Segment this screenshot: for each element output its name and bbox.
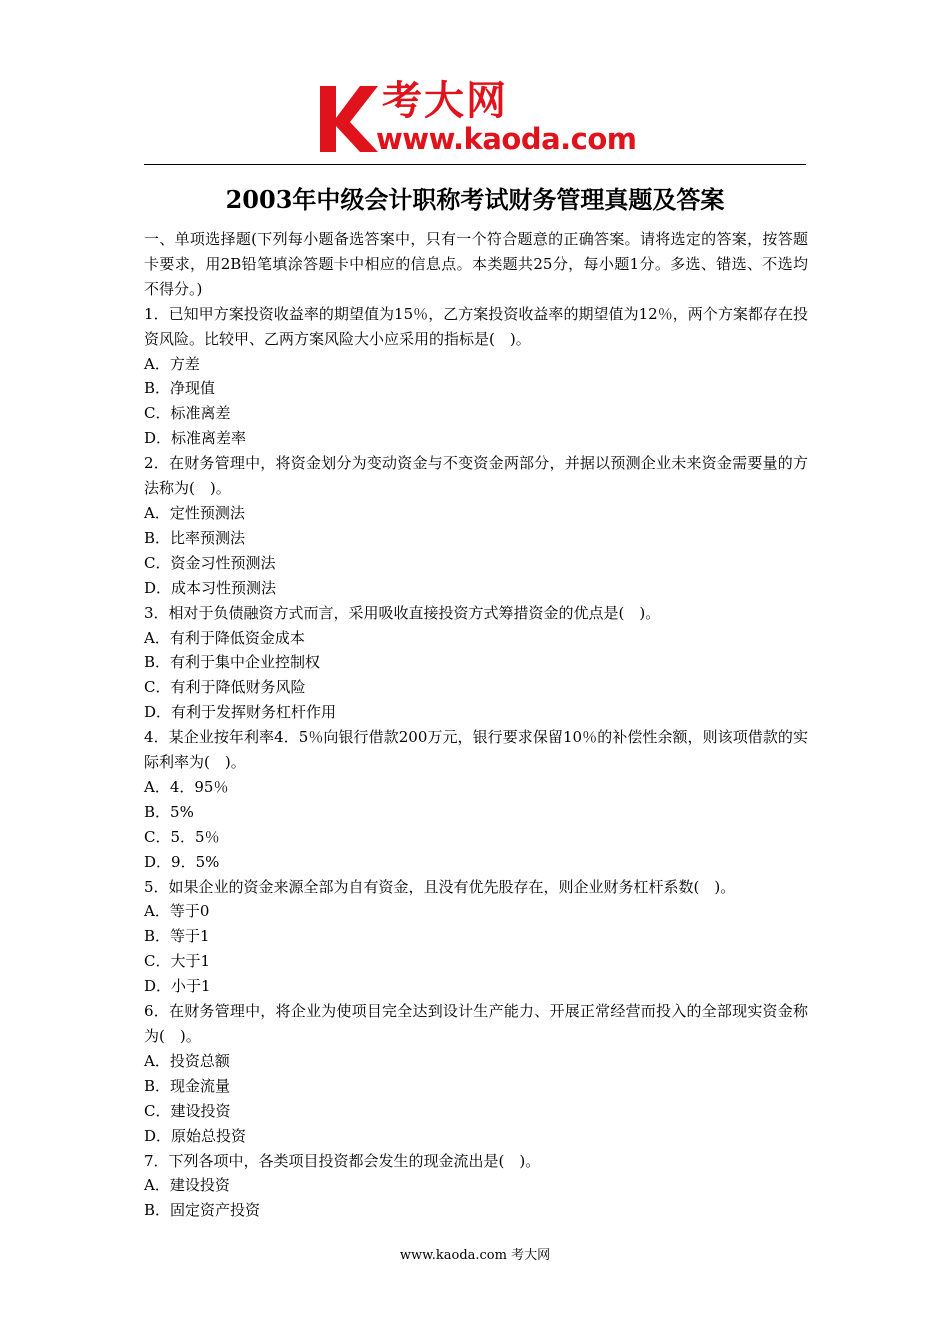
option-a: A．方差: [144, 354, 200, 373]
question-2: [144, 451, 808, 600]
option-c: C．建设投资: [144, 1101, 231, 1120]
section-intro: 一、单项选择题(下列每小题备选答案中，只有一个符合题意的正确答案。请将选定的答案，按答题卡要求，用2B铅笔填涂答题卡中相应的信息点。本类题共25分，每小题1分。多选、错选、不选均不得分。): [144, 230, 808, 298]
option-c: C．标准离差: [144, 404, 231, 423]
option-c: C．5．5％: [144, 827, 220, 846]
question-4: [144, 725, 808, 874]
question-1: [144, 302, 808, 451]
option-b: B．净现值: [144, 379, 216, 398]
question-6: [144, 999, 808, 1148]
option-b: B．固定资产投资: [144, 1201, 261, 1220]
question-3: [144, 601, 808, 726]
question-stem: 5．如果企业的资金来源全部为自有资金，且没有优先股存在，则企业财务杠杆系数( )。: [144, 877, 736, 896]
option-d: D．9．5%: [144, 852, 220, 871]
option-c: C．大于1: [144, 952, 211, 971]
question-stem: 4．某企业按年利率4．5％向银行借款200万元，银行要求保留10％的补偿性余额，则该项借款的实际利率为( )。: [144, 728, 808, 772]
option-a: A．定性预测法: [144, 503, 245, 522]
option-d: D．有利于发挥财务杠杆作用: [144, 703, 337, 722]
question-stem: 1．已知甲方案投资收益率的期望值为15％，乙方案投资收益率的期望值为12％，两个方案都存在投资风险。比较甲、乙两方案风险大小应采用的指标是( )。: [144, 304, 808, 348]
option-a: A．投资总额: [144, 1051, 230, 1070]
option-d: D．成本习性预测法: [144, 578, 277, 597]
option-a: A．4．95％: [144, 777, 229, 796]
question-stem: 2．在财务管理中，将资金划分为变动资金与不变资金两部分，并据以预测企业未来资金需要量的方法称为( )。: [144, 454, 808, 498]
option-b: B．等于1: [144, 927, 210, 946]
question-stem: 7．下列各项中，各类项目投资都会发生的现金流出是( )。: [144, 1151, 541, 1170]
option-b: B．比率预测法: [144, 528, 246, 547]
option-b: B．5%: [144, 802, 194, 821]
option-a: A．建设投资: [144, 1176, 230, 1195]
option-b: B．有利于集中企业控制权: [144, 653, 321, 672]
option-a: A．有利于降低资金成本: [144, 628, 305, 647]
option-c: C．资金习性预测法: [144, 553, 276, 572]
option-d: D．原始总投资: [144, 1126, 247, 1145]
option-c: C．有利于降低财务风险: [144, 678, 306, 697]
question-stem: 6．在财务管理中，将企业为使项目完全达到设计生产能力、开展正常经营而投入的全部现实资金称为( )。: [144, 1002, 808, 1045]
question-stem: 3．相对于负债融资方式而言，采用吸收直接投资方式筹措资金的优点是( )。: [144, 603, 661, 622]
logo-chinese-name: 考大网: [382, 78, 508, 124]
option-d: D．标准离差率: [144, 429, 247, 448]
option-b: B．现金流量: [144, 1076, 231, 1095]
logo-k-icon: [316, 82, 382, 156]
page-title: 2003年中级会计职称考试财务管理真题及答案: [225, 185, 725, 214]
header-divider: [144, 164, 806, 165]
question-7: [144, 1149, 808, 1224]
option-a: A．等于0: [144, 902, 210, 921]
question-5: [144, 875, 808, 1000]
option-d: D．小于1: [144, 977, 211, 996]
document-body: [144, 227, 808, 1223]
site-logo: [316, 78, 646, 160]
page-footer: www.kaoda.com 考大网: [399, 1248, 551, 1263]
logo-url: www.kaoda.com: [376, 122, 637, 156]
